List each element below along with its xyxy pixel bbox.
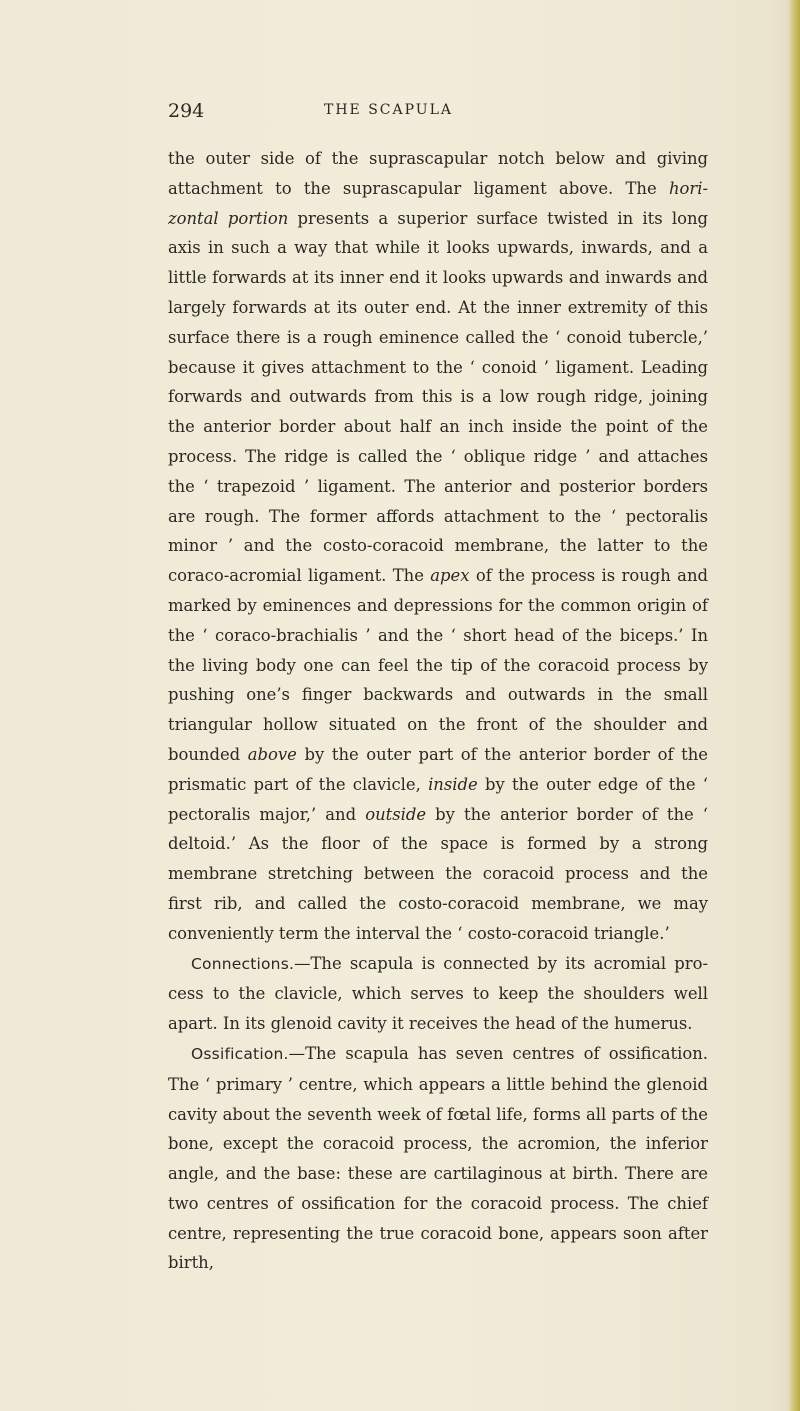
section-heading-connections: Connections. <box>191 954 295 973</box>
page-edge <box>788 0 800 1411</box>
body-text <box>168 144 708 1278</box>
italic-term: outside <box>365 804 427 824</box>
italic-term: above <box>247 744 297 764</box>
page-header <box>168 100 708 126</box>
running-title: THE SCAPULA <box>324 102 454 118</box>
italic-term: apex <box>430 566 470 586</box>
italic-term: hori-zontal portion <box>168 178 708 228</box>
section-heading-ossification: Ossification. <box>191 1044 289 1063</box>
paragraph-connections: Connections.—The scapula is connected by its acromial pro-cess to the clavicle, which serves to keep the shoulders well apart. In its glenoid cavity it receives the head of the humerus. <box>168 953 708 1034</box>
paragraph-ossification: Ossification.—The scapula has seven centres of ossification. The ‘ primary ’ centre, which appears a little behind the glenoid cavity about the seventh week of fœtal life, forms all parts of the bone, except the coracoid process, the acromion, the inferior angle, and the base: these are cartilaginous at birth. There are two centres of ossification for the coracoid process. The chief centre, representing the true coracoid bone, appears soon after birth, <box>168 1043 708 1273</box>
italic-term: inside <box>428 774 478 794</box>
page-number: 294 <box>168 100 205 122</box>
paragraph-coracoid-description: the outer side of the suprascapular notch below and giving attachment to the suprascapular ligament above. The hori-zontal portion presents a superior surface twisted in its long axis in such a way that while it looks upwards, inwards, and a little forwards at its inner end it looks upwards and inwards and largely forwards at its outer end. At the inner extremity of this surface there is a rough eminence called the ‘ conoid tubercle,’ because it gives attachment to the ‘ conoid ’ ligament. Leading forwards and outwards from this is a low rough ridge, joining the anterior border about half an inch inside the point of the process. The ridge is called the ‘ oblique ridge ’ and attaches the ‘ trapezoid ’ ligament. The anterior and posterior borders are rough. The former affords attachment to the ‘ pectoralis minor ’ and the costo-coracoid membrane, the latter to the coraco-acromial ligament. The apex of the process is rough and marked by eminences and depressions for the common origin of the ‘ coraco-brachialis ’ and the ‘ short head of the biceps.’ In the living body one can feel the tip of the coracoid process by pushing one’s finger backwards and outwards in the small triangular hollow situated on the front of the shoulder and bounded above by the outer part of the anterior border of the prismatic part of the clavicle, inside by the outer edge of the ‘ pectoralis major,’ and outside by the anterior border of the ‘ deltoid.’ As the floor of the space is formed by a strong membrane stretching between the coracoid process and the first rib, and called the costo-coracoid membrane, we may conveniently term the interval the ‘ costo-coracoid triangle.’ <box>168 149 709 943</box>
